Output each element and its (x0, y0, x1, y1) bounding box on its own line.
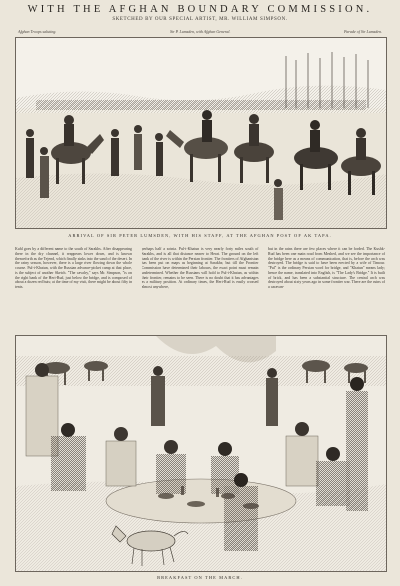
top-engraving (15, 37, 387, 229)
page-title: WITH THE AFGHAN BOUNDARY COMMISSION. (27, 4, 373, 15)
small-caption-right: Parade of Sir Lumsden. (343, 29, 382, 34)
article-body (15, 247, 385, 329)
small-caption-center: Sir P. Lumsden, with Afghan General. (169, 29, 231, 34)
bottom-engraving (15, 335, 387, 572)
article-column-3: but in the rains there are few places where it can be forded. The Kushk-Rud has been one main road from Meshed, and we see the importance of the bridge here as a means of communication, that is, before the arch was destroyed. The bridge is said to have been erected by a wife of Timour. "Pul" is the ordinary Persian word for bridge, and "Khatun" means lady; hence the name, translated into English, is "The Lady's Bridge." It is built of brick, and has been a substantial structure. The central arch was destroyed about sixty years ago in some frontier war. There are the ruins of a caravan- (268, 247, 385, 289)
cavalcade-illustration (16, 38, 386, 228)
small-caption-left: Afghan Troops saluting. (18, 29, 57, 34)
article-column-2: perhaps half a sotnia. Pul-i-Khatun is very nearly forty miles south of Sarakhs, and is all that distance nearer to Herat. The ground on the left bank of the river is within the Persian frontier. The frontiers of Afghanistan has been put on maps as beginning at Sarakhs; but till the Frontier Commission have determined their labours, the exact point must remain undetermined. Whether the Russians will hold to Pul-i-Khatun, as within their frontier, remains to be seen. There is no doubt that it has advantages as a military position. At ordinary times, the Heri-Rud is easily crossed almost anywhere, (141, 247, 259, 289)
breakfast-illustration (16, 336, 386, 571)
bottom-plate-caption: BREAKFAST ON THE MARCH. (157, 575, 243, 580)
top-plate-caption: ARRIVAL OF SIR PETER LUMSDEN, WITH HIS STAFF, AT THE AFGHAN POST OF AK TAPA. (68, 233, 332, 238)
top-plate-small-captions (18, 29, 382, 34)
page-subtitle: SKETCHED BY OUR SPECIAL ARTIST, MR. WILLIAM SIMPSON. (112, 17, 288, 22)
article-column-1: Kuhl goes by a different name to the south of Sarakhs. After disappearing there in the dry channel, it reappears lower down, and is known thenceforth as the Tejend, which finally sinks into the sand of the desert. In the rainy season, however, there is a large river flowing down the whole course. Pul-i-Khatun, with the Russian advance-picket camp at that place, is the subject of another Sketch. "The cavalry," says Mr. Simpson, "is on the right bank of the Heri-Rud, just below the bridge, and is composed of about a dozen red huts; at the time of my visit, there might be about fifty in tents. (15, 247, 132, 289)
